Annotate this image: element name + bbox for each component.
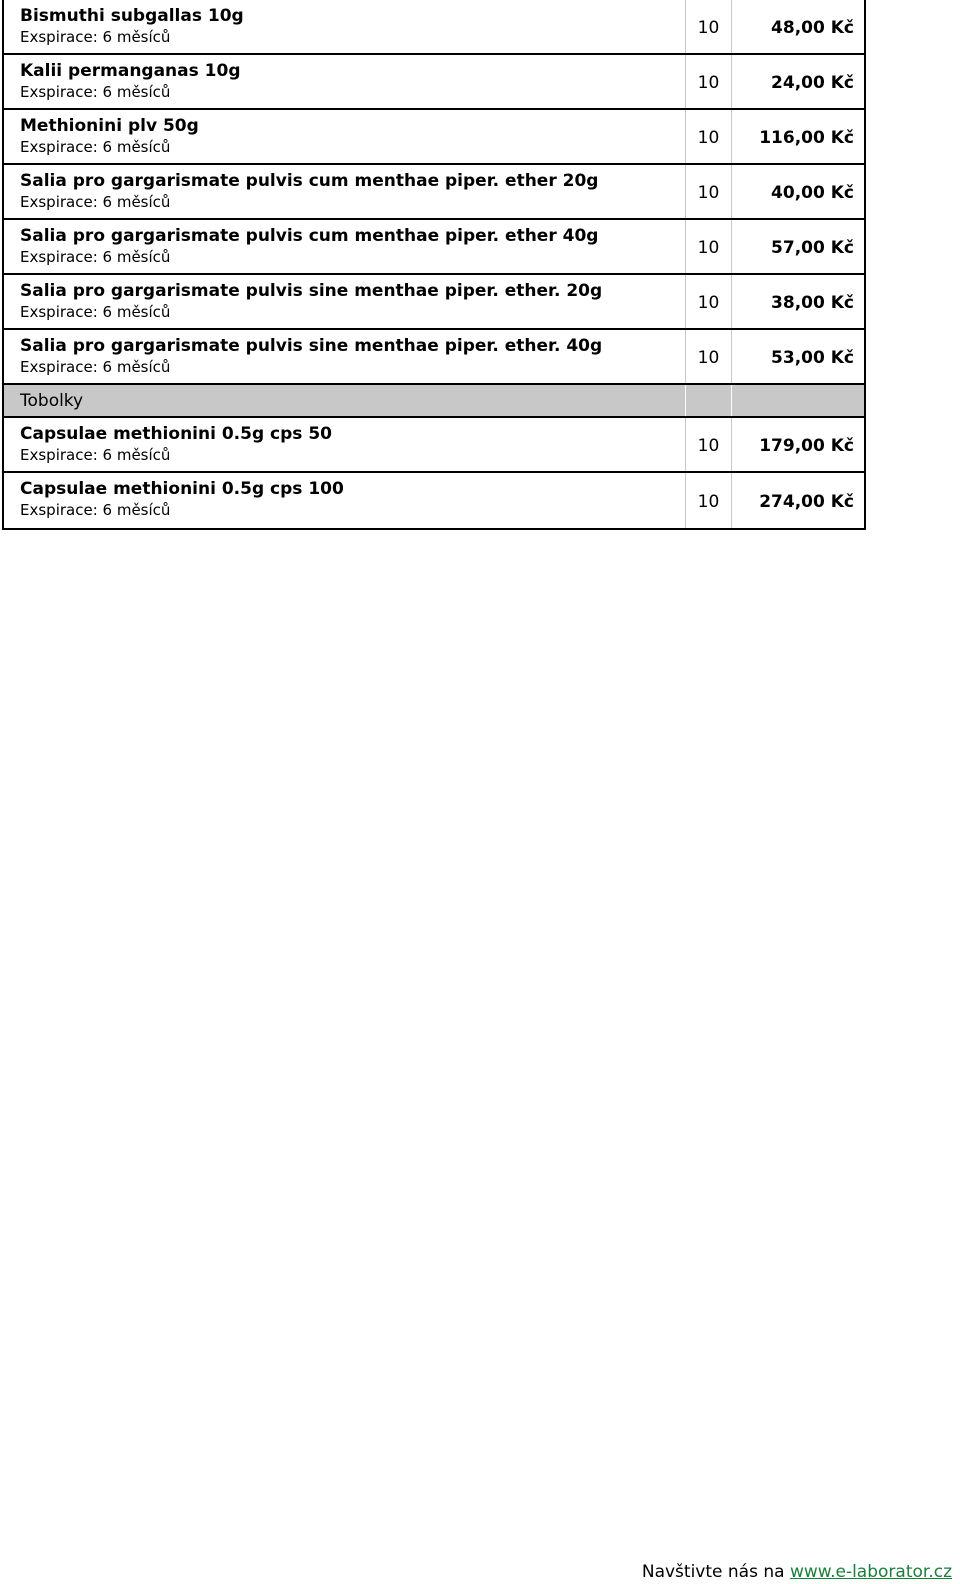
category-cell	[4, 385, 686, 416]
product-name: Bismuthi subgallas 10g	[20, 6, 244, 26]
product-cell	[4, 473, 686, 528]
expiry-text: Exspirace: 6 měsíců	[20, 193, 171, 211]
expiry-text: Exspirace: 6 měsíců	[20, 358, 171, 376]
product-cell	[4, 165, 686, 218]
expiry-text: Exspirace: 6 měsíců	[20, 83, 171, 101]
price: 274,00 Kč	[759, 491, 854, 512]
table-row	[4, 110, 864, 165]
expiry-text: Exspirace: 6 měsíců	[20, 138, 171, 156]
quantity: 10	[686, 473, 732, 528]
expiry-text: Exspirace: 6 měsíců	[20, 303, 171, 321]
price: 48,00 Kč	[771, 17, 854, 38]
product-cell	[4, 418, 686, 471]
price: 116,00 Kč	[759, 127, 854, 148]
website-link[interactable]: www.e-laborator.cz	[789, 1562, 952, 1582]
quantity: 10	[686, 418, 732, 471]
category-qty-cell	[686, 385, 732, 416]
price: 53,00 Kč	[771, 347, 854, 368]
product-cell	[4, 330, 686, 383]
category-row	[4, 385, 864, 418]
table-row	[4, 275, 864, 330]
table-row	[4, 473, 864, 528]
quantity: 10	[686, 0, 732, 53]
table-row	[4, 418, 864, 473]
table-row	[4, 330, 864, 385]
category-label: Tobolky	[20, 391, 84, 411]
table-row	[4, 0, 864, 55]
product-name: Capsulae methionini 0.5g cps 100	[20, 479, 344, 499]
product-cell	[4, 0, 686, 53]
product-cell	[4, 55, 686, 108]
footer	[642, 1560, 952, 1584]
expiry-text: Exspirace: 6 měsíců	[20, 248, 171, 266]
quantity: 10	[686, 110, 732, 163]
product-cell	[4, 110, 686, 163]
footer-text: Navštivte nás na	[641, 1562, 790, 1582]
product-cell	[4, 275, 686, 328]
product-name: Capsulae methionini 0.5g cps 50	[20, 424, 332, 444]
price: 38,00 Kč	[771, 292, 854, 313]
price-table	[2, 0, 866, 530]
quantity: 10	[686, 55, 732, 108]
price: 57,00 Kč	[771, 237, 854, 258]
product-name: Salia pro gargarismate pulvis sine menthae piper. ether. 20g	[20, 281, 603, 301]
quantity: 10	[686, 165, 732, 218]
category-price-cell	[732, 385, 864, 416]
table-row	[4, 220, 864, 275]
product-name: Salia pro gargarismate pulvis cum menthae piper. ether 40g	[20, 226, 599, 246]
price: 179,00 Kč	[759, 435, 854, 456]
product-cell	[4, 220, 686, 273]
price: 40,00 Kč	[771, 182, 854, 203]
quantity: 10	[686, 220, 732, 273]
product-name: Methionini plv 50g	[20, 116, 199, 136]
table-row	[4, 165, 864, 220]
quantity: 10	[686, 275, 732, 328]
expiry-text: Exspirace: 6 měsíců	[20, 28, 171, 46]
product-name: Salia pro gargarismate pulvis cum menthae piper. ether 20g	[20, 171, 599, 191]
quantity: 10	[686, 330, 732, 383]
expiry-text: Exspirace: 6 měsíců	[20, 501, 171, 519]
price: 24,00 Kč	[771, 72, 854, 93]
expiry-text: Exspirace: 6 měsíců	[20, 446, 171, 464]
product-name: Kalii permanganas 10g	[20, 61, 241, 81]
table-row	[4, 55, 864, 110]
product-name: Salia pro gargarismate pulvis sine menthae piper. ether. 40g	[20, 336, 603, 356]
